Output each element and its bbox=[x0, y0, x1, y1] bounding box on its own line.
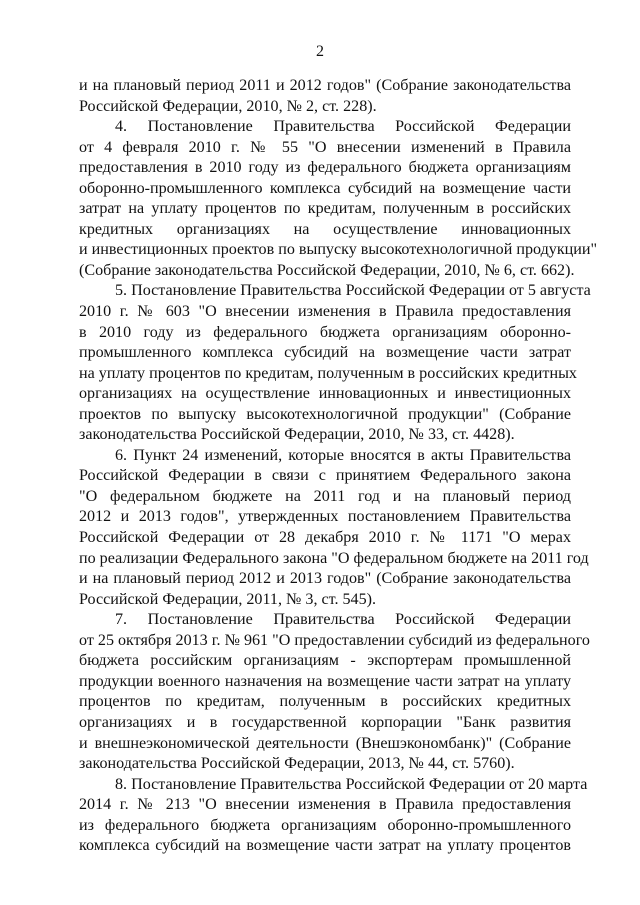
text-line: 6. Пункт 24 изменений, которые вносятся в акты Правительства bbox=[115, 446, 571, 464]
text-line: 8. Постановление Правительства Российской Федерации от 20 марта bbox=[115, 775, 588, 793]
text-line: организациях на осуществление инновационных и инвестиционных bbox=[79, 385, 571, 403]
text-line: (Собрание законодательства Российской Федерации, 2010, № 6, ст. 662). bbox=[79, 261, 575, 279]
text-line: процентов по кредитам, полученным в российских кредитных bbox=[79, 693, 571, 711]
text-line: затрат на уплату процентов по кредитам, полученным в российских bbox=[79, 200, 571, 218]
text-line: и инвестиционных проектов по выпуску высокотехнологичной продукции" bbox=[79, 241, 598, 259]
text-line: 7. Постановление Правительства Российской Федерации bbox=[115, 611, 571, 629]
text-line: кредитных организациях на осуществление инновационных bbox=[79, 220, 571, 238]
text-line: 2014 г. № 213 "О внесении изменения в Правила предоставления bbox=[79, 796, 571, 814]
text-line: и на плановый период 2012 и 2013 годов" (Собрание законодательства bbox=[79, 570, 571, 588]
text-line: комплекса субсидий на возмещение части затрат на уплату процентов bbox=[79, 837, 571, 855]
text-line: на уплату процентов по кредитам, полученным в российских кредитных bbox=[79, 364, 577, 382]
document-body bbox=[79, 76, 598, 857]
text-line: Российской Федерации, 2010, № 2, ст. 228). bbox=[79, 97, 377, 115]
text-line: 5. Постановление Правительства Российской Федерации от 5 августа bbox=[115, 282, 591, 300]
text-line: из федерального бюджета организациям оборонно-промышленного bbox=[79, 816, 571, 834]
text-line: в 2010 году из федерального бюджета организациям оборонно- bbox=[79, 323, 571, 341]
text-line: продукции военного назначения на возмещение части затрат на уплату bbox=[79, 672, 571, 690]
text-line: по реализации Федерального закона "О федеральном бюджете на 2011 год bbox=[79, 549, 589, 567]
text-line: организациях и в государственной корпорации "Банк развития bbox=[79, 713, 571, 731]
text-line: и внешнеэкономической деятельности (Внешэкономбанк)" (Собрание bbox=[79, 734, 571, 752]
page-number: 2 bbox=[316, 43, 324, 60]
text-line: проектов по выпуску высокотехнологичной продукции" (Собрание bbox=[79, 405, 571, 423]
text-line: от 25 октября 2013 г. № 961 "О предоставлении субсидий из федерального bbox=[79, 631, 590, 649]
text-line: Российской Федерации от 28 декабря 2010 г. № 1171 "О мерах bbox=[79, 529, 571, 547]
text-line: предоставления в 2010 году из федерального бюджета организациям bbox=[79, 159, 571, 177]
text-line: от 4 февраля 2010 г. № 55 "О внесении изменений в Правила bbox=[79, 138, 571, 156]
text-line: 2012 и 2013 годов", утвержденных постановлением Правительства bbox=[79, 508, 571, 526]
text-line: Российской Федерации в связи с принятием Федерального закона bbox=[79, 467, 571, 485]
text-line: оборонно-промышленного комплекса субсидий на возмещение части bbox=[79, 179, 571, 197]
text-line: промышленного комплекса субсидий на возмещение части затрат bbox=[79, 344, 571, 362]
text-line: бюджета российским организациям - экспортерам промышленной bbox=[79, 652, 571, 670]
text-line: законодательства Российской Федерации, 2010, № 33, ст. 4428). bbox=[79, 426, 515, 444]
text-line: 4. Постановление Правительства Российской Федерации bbox=[115, 118, 571, 136]
text-line: законодательства Российской Федерации, 2013, № 44, ст. 5760). bbox=[79, 755, 515, 773]
text-line: и на плановый период 2011 и 2012 годов" (Собрание законодательства bbox=[79, 77, 571, 94]
text-line: "О федеральном бюджете на 2011 год и на плановый период bbox=[79, 487, 571, 505]
text-line: 2010 г. № 603 "О внесении изменения в Правила предоставления bbox=[79, 303, 571, 321]
text-line: Российской Федерации, 2011, № 3, ст. 545). bbox=[79, 590, 377, 608]
